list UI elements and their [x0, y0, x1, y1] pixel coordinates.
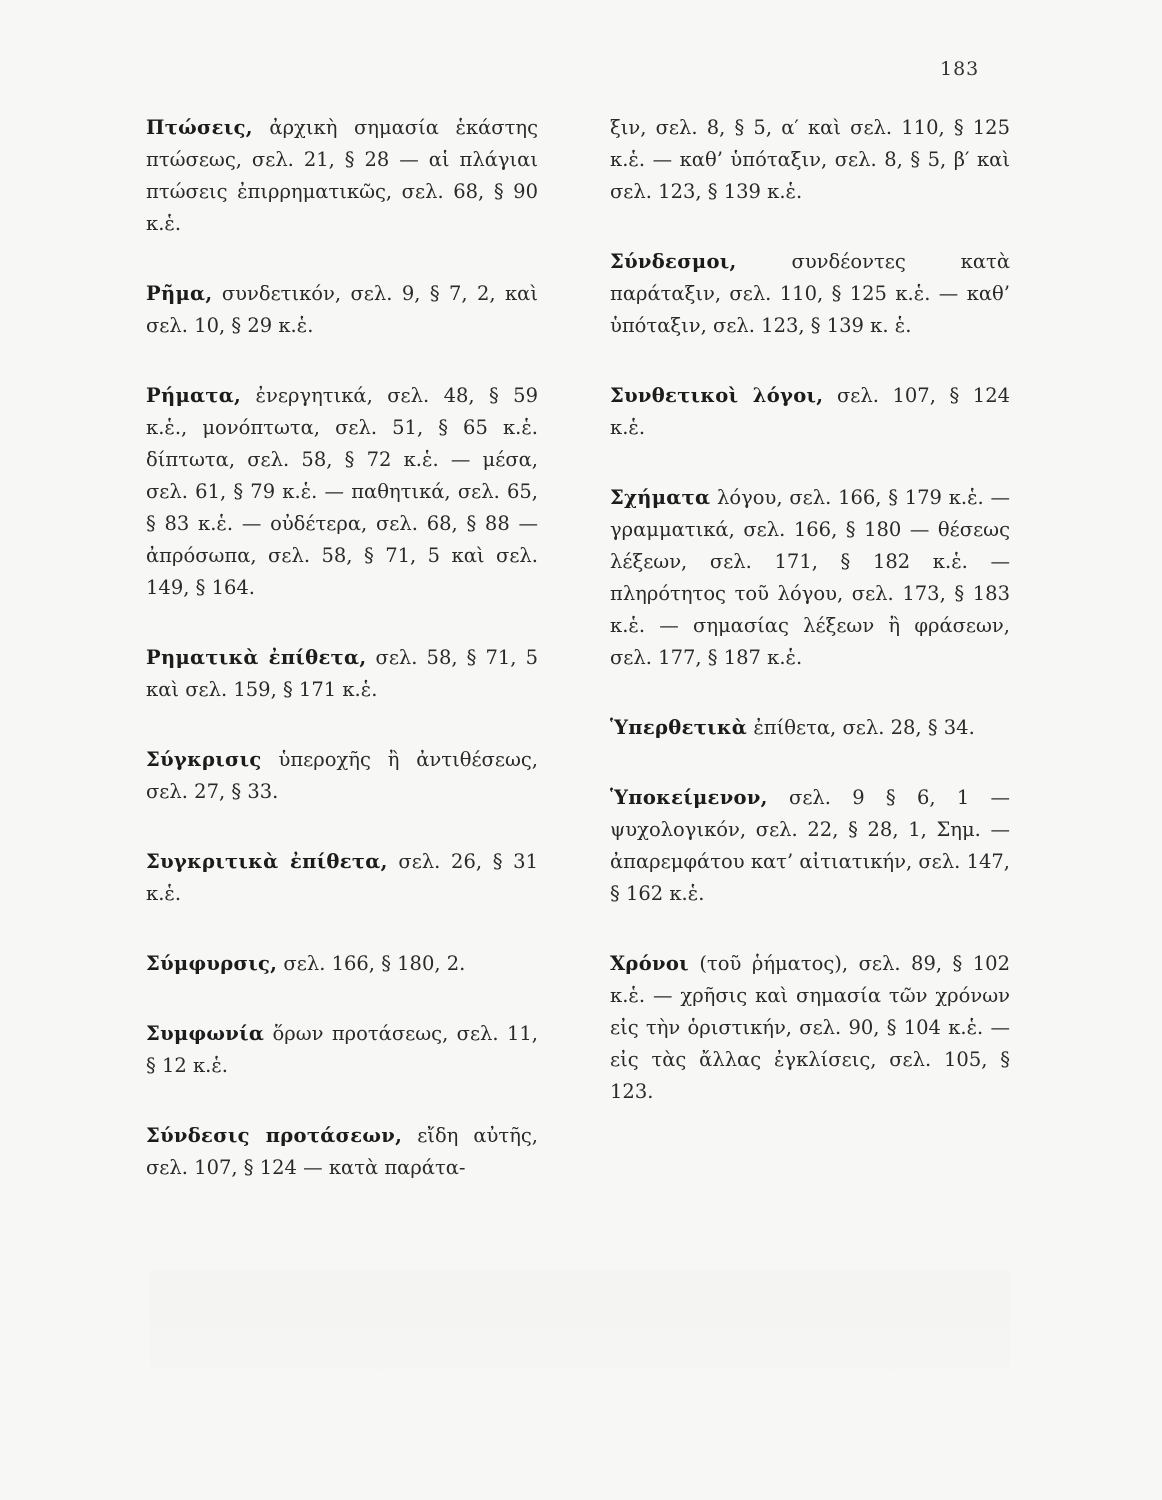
index-entry	[146, 278, 538, 342]
index-entry	[610, 948, 1010, 1108]
entry-head: Ρῆμα,	[146, 282, 213, 305]
entry-head: Ὑπερθετικὰ	[610, 716, 748, 739]
index-entry	[146, 846, 538, 910]
entry-text: ὑπεροχῆς ἢ ἀντιθέσεως, σελ. 27, § 33.	[146, 748, 538, 803]
index-entry	[146, 1120, 538, 1184]
entry-head: Συμφωνία	[146, 1022, 265, 1045]
index-entry	[146, 112, 538, 240]
entry-text: εἴδη αὐτῆς, σελ. 107, § 124 — κατὰ παράτα-	[146, 1124, 538, 1179]
entry-text: ὅρων προτάσεως, σελ. 11, § 12 κ.ἑ.	[146, 1022, 538, 1077]
entry-text: σελ. 26, § 31 κ.ἑ.	[146, 850, 538, 905]
index-entry	[610, 782, 1010, 910]
index-entry	[610, 712, 1010, 744]
entry-text: (τοῦ ῥήματος), σελ. 89, § 102 κ.ἑ. — χρῆσις καὶ σημασία τῶν χρόνων εἰς τὴν ὁριστικήν, σελ. 90, § 104 κ.ἑ. — εἰς τὰς ἄλλας ἐγκλίσεις, σελ. 105, § 123.	[610, 952, 1010, 1103]
index-entry	[146, 948, 538, 980]
entry-head: Σχήματα	[610, 486, 711, 509]
entry-text: σελ. 107, § 124 κ.ἑ.	[610, 384, 1011, 439]
entry-text: ἐπίθετα, σελ. 28, § 34.	[747, 716, 975, 739]
entry-head: Ὑποκείμενον,	[610, 786, 768, 809]
entry-head: Ρηματικὰ ἐπίθετα,	[146, 646, 367, 669]
entry-text: συνδέοντες κατὰ παράταξιν, σελ. 110, § 125 κ.ἑ. — καθ’ ὑπόταξιν, σελ. 123, § 139 κ. ἑ.	[610, 250, 1010, 337]
entry-text: ἐνεργητικά, σελ. 48, § 59 κ.ἑ., μονόπτωτα, σελ. 51, § 65 κ.ἑ. δίπτωτα, σελ. 58, § 72 κ.ἑ. — μέσα, σελ. 61, § 79 κ.ἑ. — παθητικά, σελ. 65, § 83 κ.ἑ. — οὐδέτερα, σελ. 68, § 88 — ἀπρόσωπα, σελ. 58, § 71, 5 καὶ σελ. 149, § 164.	[146, 384, 538, 599]
index-entry	[146, 642, 538, 706]
index-entry	[610, 482, 1010, 674]
entry-head: Σύνδεσις προτάσεων,	[146, 1124, 403, 1147]
entry-head: Συνθετικοὶ λόγοι,	[610, 384, 824, 407]
entry-head: Σύγκρισις	[146, 748, 262, 771]
index-entry	[610, 246, 1010, 342]
entry-head: Πτώσεις,	[146, 116, 253, 139]
entry-text: σελ. 58, § 71, 5 καὶ σελ. 159, § 171 κ.ἑ.	[146, 646, 538, 701]
entry-text: ἀρχικὴ σημασία ἑκάστης πτώσεως, σελ. 21, § 28 — αἱ πλάγιαι πτώσεις ἐπιρρηματικῶς, σελ. 68, § 90 κ.ἑ.	[146, 116, 538, 235]
page-number: 183	[940, 58, 980, 80]
index-column-left	[146, 112, 538, 1222]
index-entry	[146, 380, 538, 604]
index-column-right	[610, 112, 1010, 1146]
index-entry	[610, 112, 1010, 208]
entry-head: Συγκριτικὰ ἐπίθετα,	[146, 850, 388, 873]
index-entry	[146, 744, 538, 808]
entry-head: Ρήματα,	[146, 384, 242, 407]
index-entry	[146, 1018, 538, 1082]
entry-text: σελ. 9 § 6, 1 — ψυχολογικόν, σελ. 22, § 28, 1, Σημ. — ἀπαρεμφάτου κατ’ αἰτιατικήν, σελ. 147, § 162 κ.ἑ.	[610, 786, 1010, 905]
entry-head: Σύνδεσμοι,	[610, 250, 737, 273]
entry-text: λόγου, σελ. 166, § 179 κ.ἑ. — γραμματικά, σελ. 166, § 180 — θέσεως λέξεων, σελ. 171, § 182 κ.ἑ. — πληρότητος τοῦ λόγου, σελ. 173, § 183 κ.ἑ. — σημασίας λέξεων ἢ φράσεων, σελ. 177, § 187 κ.ἑ.	[610, 486, 1010, 669]
entry-head: Χρόνοι	[610, 952, 689, 975]
entry-head: Σύμφυρσις,	[146, 952, 278, 975]
entry-text: σελ. 166, § 180, 2.	[277, 952, 466, 975]
entry-text: ξιν, σελ. 8, § 5, α′ καὶ σελ. 110, § 125 κ.ἑ. — καθ’ ὑπόταξιν, σελ. 8, § 5, β′ καὶ σελ. 123, § 139 κ.ἑ.	[610, 116, 1010, 203]
index-entry	[610, 380, 1010, 444]
entry-text: συνδετικόν, σελ. 9, § 7, 2, καὶ σελ. 10, § 29 κ.ἑ.	[146, 282, 538, 337]
faded-colophon-area	[150, 1270, 1010, 1370]
